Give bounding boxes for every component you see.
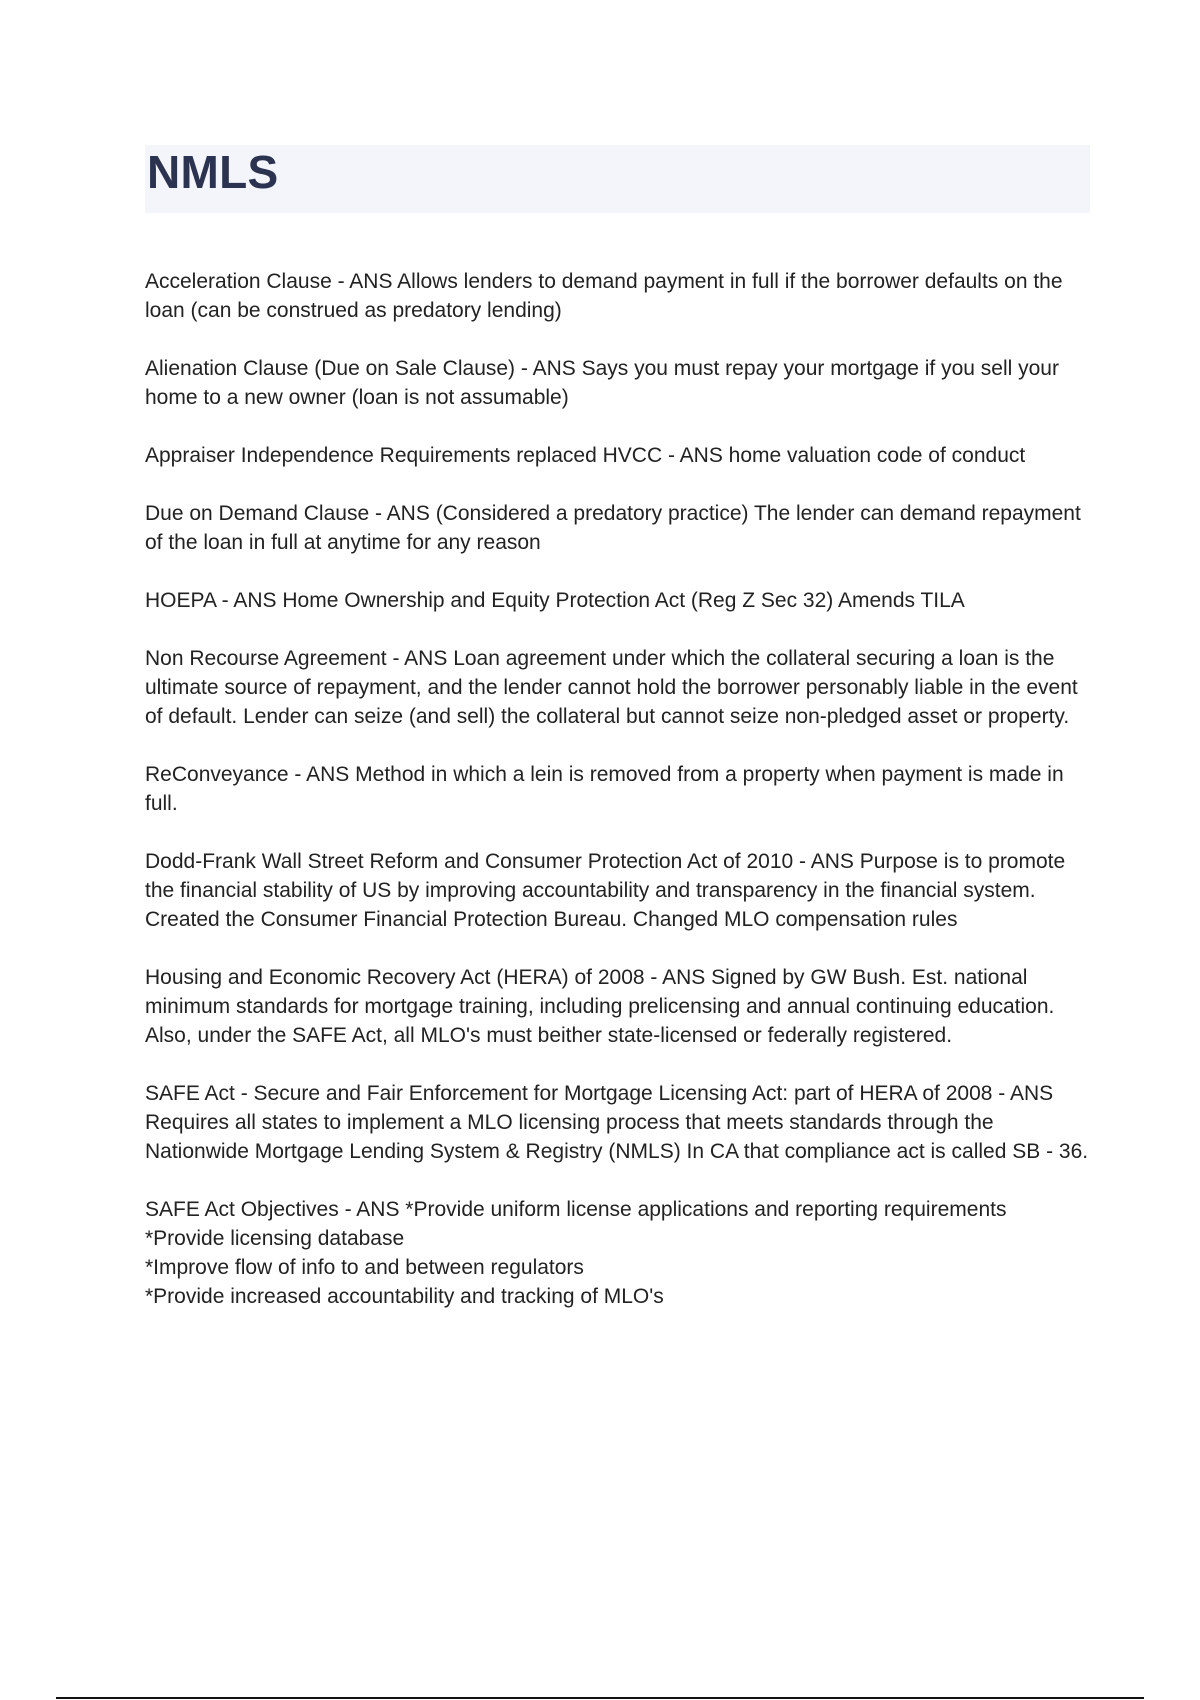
entry-definition: (Considered a predatory practice) The lender can demand repayment of the loan in full at anytime for any reason xyxy=(145,502,1081,554)
ans-label: - ANS xyxy=(339,1198,400,1221)
flashcard-entry xyxy=(145,644,1095,731)
entry-extra-line: *Provide licensing database xyxy=(145,1227,405,1250)
flashcard-entry xyxy=(145,586,1095,615)
entry-term: Dodd-Frank Wall Street Reform and Consumer Protection Act of 2010 xyxy=(145,850,794,873)
entry-definition: Home Ownership and Equity Protection Act (Reg Z Sec 32) Amends TILA xyxy=(282,589,965,612)
ans-label: - ANS xyxy=(387,647,448,670)
title-band xyxy=(145,145,1090,213)
entry-definition: *Provide uniform license applications and reporting requirements xyxy=(405,1198,1007,1221)
entry-term: SAFE Act Objectives xyxy=(145,1198,339,1221)
flashcard-entry xyxy=(145,354,1095,412)
ans-label: - ANS xyxy=(645,966,706,989)
entry-term: Alienation Clause (Due on Sale Clause) xyxy=(145,357,516,380)
flashcard-entry xyxy=(145,1195,1095,1311)
flashcard-list xyxy=(145,267,1095,1340)
entry-definition: Requires all states to implement a MLO licensing process that meets standards through the Nationwide Mortgage Lending System & Registry (NMLS) In CA that compliance act is called SB - 36. xyxy=(145,1111,1089,1163)
entry-definition: Allows lenders to demand payment in full if the borrower defaults on the loan (can be construed as predatory lending) xyxy=(145,270,1063,322)
entry-term: HOEPA xyxy=(145,589,216,612)
entry-term: Non Recourse Agreement xyxy=(145,647,387,670)
ans-label: - ANS xyxy=(992,1082,1053,1105)
entry-extra-line: *Provide increased accountability and tracking of MLO's xyxy=(145,1285,664,1308)
flashcard-entry xyxy=(145,963,1095,1050)
flashcard-entry xyxy=(145,760,1095,818)
entry-term: Appraiser Independence Requirements replaced HVCC xyxy=(145,444,663,467)
flashcard-entry xyxy=(145,499,1095,557)
ans-label: - ANS xyxy=(332,270,393,293)
page-title: NMLS xyxy=(147,146,279,198)
entry-term: Acceleration Clause xyxy=(145,270,332,293)
entry-definition: home valuation code of conduct xyxy=(728,444,1026,467)
entry-definition: Method in which a lein is removed from a property when payment is made in full. xyxy=(145,763,1064,815)
entry-term: Housing and Economic Recovery Act (HERA) of 2008 xyxy=(145,966,645,989)
ans-label: - ANS xyxy=(793,850,854,873)
flashcard-entry xyxy=(145,1079,1095,1166)
entry-extra-line: *Improve flow of info to and between regulators xyxy=(145,1256,584,1279)
entry-term: SAFE Act - Secure and Fair Enforcement for Mortgage Licensing Act: part of HERA of 2008 xyxy=(145,1082,993,1105)
entry-definition: Purpose is to promote the financial stability of US by improving accountability and transparency in the financial system. Created the Consumer Financial Protection Bureau. Changed MLO compensation rules xyxy=(145,850,1066,931)
ans-label: - ANS xyxy=(369,502,430,525)
entry-term: Due on Demand Clause xyxy=(145,502,370,525)
flashcard-entry xyxy=(145,847,1095,934)
ans-label: - ANS xyxy=(662,444,723,467)
flashcard-entry xyxy=(145,267,1095,325)
entry-definition: Says you must repay your mortgage if you sell your home to a new owner (loan is not assumable) xyxy=(145,357,1059,409)
footer-divider xyxy=(56,1697,1144,1699)
entry-term: ReConveyance xyxy=(145,763,289,786)
ans-label: - ANS xyxy=(216,589,277,612)
ans-label: - ANS xyxy=(289,763,350,786)
entry-definition: Signed by GW Bush. Est. national minimum standards for mortgage training, including prelicensing and annual continuing education. Also, under the SAFE Act, all MLO's must beither state-licensed or federally registered. xyxy=(145,966,1055,1047)
ans-label: - ANS xyxy=(515,357,576,380)
entry-definition: Loan agreement under which the collateral securing a loan is the ultimate source of repayment, and the lender cannot hold the borrower personably liable in the event of default. Lender can seize (and sell) the collateral but cannot seize non-pledged asset or property. xyxy=(145,647,1078,728)
flashcard-entry xyxy=(145,441,1095,470)
